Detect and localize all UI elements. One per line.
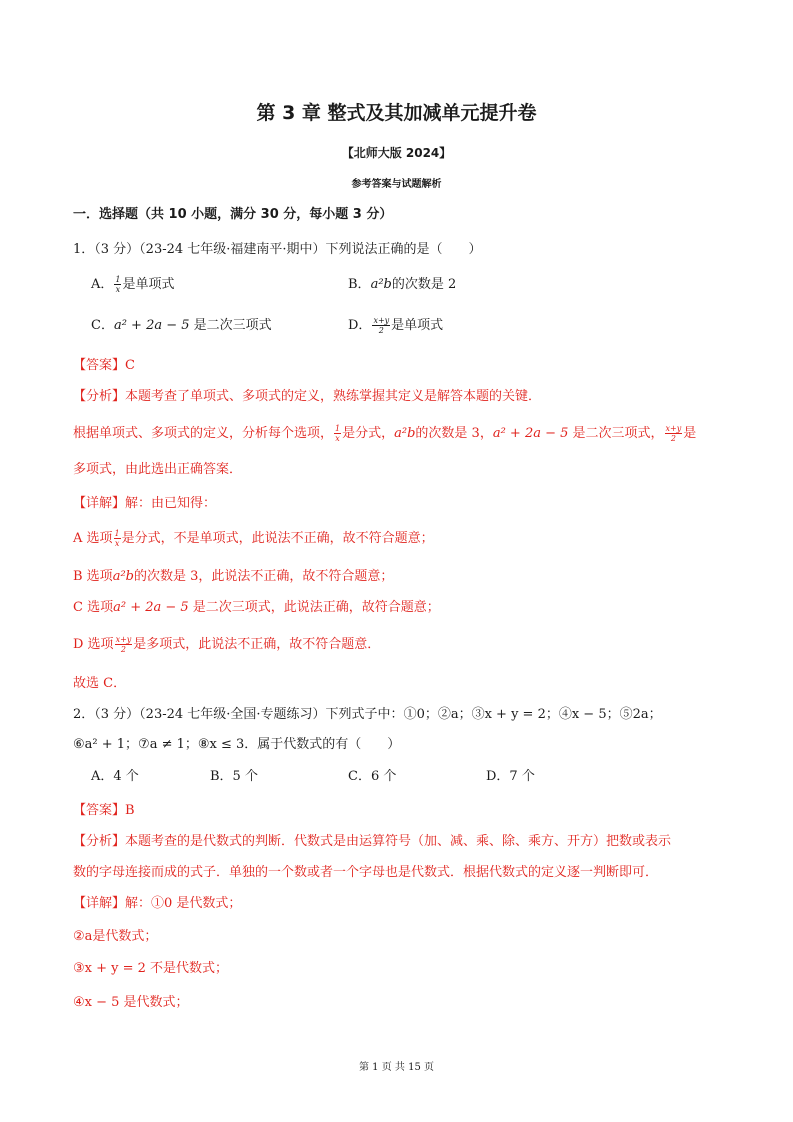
q1-conclusion: 故选 C． <box>73 676 127 691</box>
q2-detail-1: 【详解】解：①0 是代数式； <box>73 896 242 911</box>
q2-analysis-line1: 【分析】本题考查的是代数式的判断．代数式是由运算符号（加、减、乘、除、乘方、开方）把数或表示 <box>73 834 672 849</box>
subtitle: 参考答案与试题解析 <box>351 179 442 190</box>
q2-analysis-line2: 数的字母连接而成的式子．单独的一个数或者一个字母也是代数式．根据代数式的定义逐一判断即可． <box>73 865 659 880</box>
q1-detail-d: D 选项 $\frac{x+y}{2}$ 是多项式，此说法不正确，故不符合题意． <box>73 635 381 654</box>
section-heading: 一．选择题（共 10 小题，满分 30 分，每小题 3 分） <box>73 207 393 222</box>
q2-answer: 【答案】B <box>73 803 135 818</box>
q1-option-d: D． $\frac{x+y}{2}$ 是单项式 <box>348 316 444 335</box>
q2-detail-2: ②a是代数式； <box>73 929 158 944</box>
page-title: 第 3 章 整式及其加减单元提升卷 <box>256 102 537 124</box>
q1-answer: 【答案】C <box>73 358 135 373</box>
q1-detail-c: C 选项a² + 2a − 5 是二次三项式，此说法正确，故符合题意； <box>73 600 440 615</box>
question-1-stem: 1．（3 分）（23-24 七年级·福建南平·期中）下列说法正确的是（ ） <box>73 242 482 257</box>
q2-option-d: D．7 个 <box>486 769 535 784</box>
q2-option-a: A．4 个 <box>91 769 139 784</box>
q1-analysis: 【分析】本题考查了单项式、多项式的定义，熟练掌握其定义是解答本题的关键． <box>73 389 542 404</box>
edition-label: 【北师大版 2024】 <box>341 146 452 160</box>
q1-detail-heading: 【详解】解：由已知得： <box>73 496 217 511</box>
q1-detail-b: B 选项a²b的次数是 3，此说法不正确，故不符合题意； <box>73 569 394 584</box>
page-footer: 第 1 页 共 15 页 <box>359 1062 434 1073</box>
q1-explanation-line2: 多项式，由此选出正确答案． <box>73 462 243 477</box>
q1-option-b: B．a²b的次数是 2 <box>348 277 457 292</box>
q1-option-a: A． $\frac{1}{x}$ 是单项式 <box>91 275 175 294</box>
q2-detail-4: ④x − 5 是代数式； <box>73 995 189 1010</box>
q1-explanation-line1: 根据单项式、多项式的定义，分析每个选项， $\frac{1}{x}$ 是分式，a²b的次数是 3，a² + 2a − 5 是二次三项式， $\frac{x+y}{2}$ 是 <box>73 424 697 443</box>
question-2-stem-cont: ⑥a² + 1；⑦a ≠ 1；⑧x ≤ 3．属于代数式的有（ ） <box>73 737 401 752</box>
q2-option-c: C．6 个 <box>348 769 397 784</box>
q1-detail-a: A 选项 $\frac{1}{x}$ 是分式，不是单项式，此说法不正确，故不符合题意； <box>73 529 434 548</box>
q1-option-c: C．a² + 2a − 5 是二次三项式 <box>91 318 272 333</box>
q2-detail-3: ③x + y = 2 不是代数式； <box>73 961 229 976</box>
question-2-stem: 2．（3 分）（23-24 七年级·全国·专题练习）下列式子中：①0；②a；③x + y = 2；④x − 5；⑤2a； <box>73 707 662 722</box>
q2-option-b: B．5 个 <box>210 769 258 784</box>
